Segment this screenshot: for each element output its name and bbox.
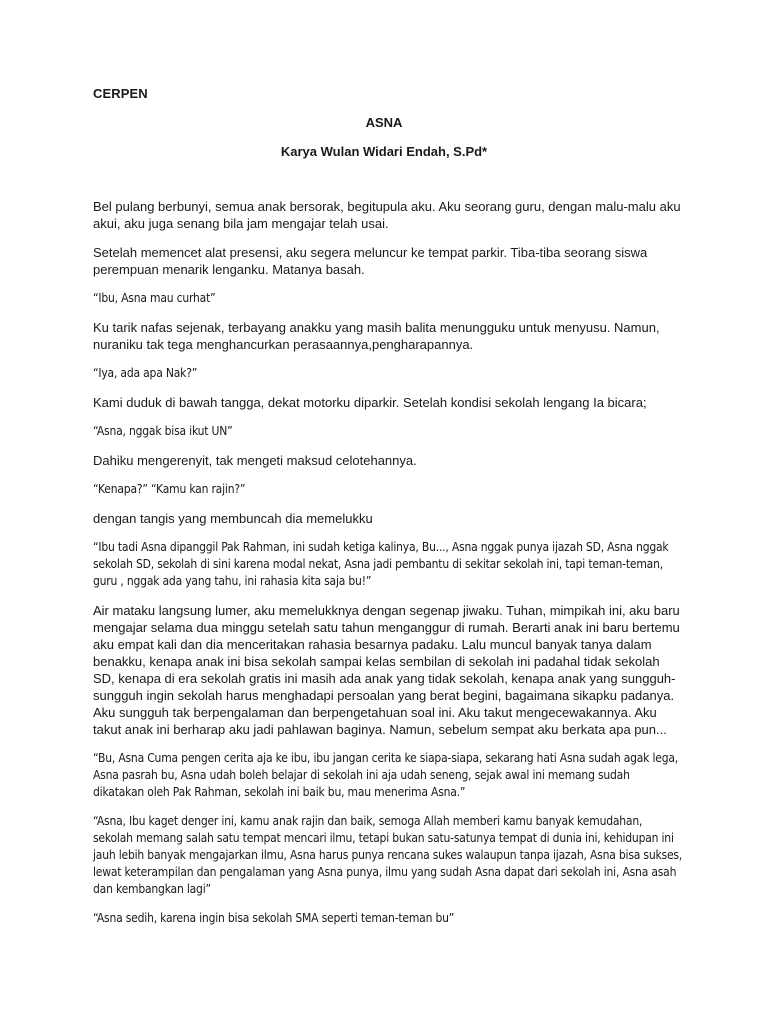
narrative-paragraph: Ku tarik nafas sejenak, terbayang anakku yang masih balita menungguku untuk menyusu. Namun, nuraniku tak tega menghancurkan perasaannya,pengharapannya. (93, 320, 660, 352)
dialog-paragraph: “Ibu, Asna mau curhat” (93, 291, 216, 305)
narrative-paragraph: Air mataku langsung lumer, aku memelukknya dengan segenap jiwaku. Tuhan, mimpikah ini, aku baru mengajar selama dua minggu setelah satu tahun menganggur di rumah. Berarti anak ini baru bertemu aku empat kali dan dia menceritakan rahasia besarnya padaku. Lalu muncul banyak tanya dalam benakku, kenapa anak ini bisa sekolah sampai kelas sembilan di sekolah ini padahal tidak sekolah SD, kenapa di era sekolah gratis ini masih ada anak yang tidak sekolah, kenapa anak yang sungguh-sungguh ingin sekolah harus menghadapi persoalan yang berat begini, bagaimana sikapku padanya. Aku sungguh tak berpengalaman dan berpengetahuan soal ini. Aku takut mengecewakannya. Aku takut anak ini berharap aku jadi pahlawan baginya. Namun, sebelum sempat aku berkata apa pun... (93, 603, 680, 737)
story-body (93, 198, 683, 939)
dialog-paragraph: “Asna, nggak bisa ikut UN” (93, 424, 233, 438)
narrative-paragraph: Setelah memencet alat presensi, aku segera meluncur ke tempat parkir. Tiba-tiba seorang siswa perempuan menarik lenganku. Matanya basah. (93, 245, 648, 277)
story-title: ASNA (365, 115, 403, 130)
dialog-paragraph: “Ibu tadi Asna dipanggil Pak Rahman, ini sudah ketiga kalinya, Bu..., Asna nggak punya ijazah SD, Asna nggak sekolah SD, sekolah di sini karena modal nekat, Asna jadi pembantu di sekitar sekolah ini, tapi teman-teman, guru , nggak ada yang tahu, ini rahasia kita saja bu!” (93, 540, 669, 588)
narrative-paragraph: Bel pulang berbunyi, semua anak bersorak, begitupula aku. Aku seorang guru, dengan malu-malu aku akui, aku juga senang bila jam mengajar telah usai. (93, 199, 681, 231)
document-label: CERPEN (93, 86, 148, 101)
dialog-paragraph: “Asna sedih, karena ingin bisa sekolah SMA seperti teman-teman bu” (93, 911, 455, 925)
dialog-paragraph: “Iya, ada apa Nak?” (93, 366, 198, 380)
narrative-paragraph: Kami duduk di bawah tangga, dekat motorku diparkir. Setelah kondisi sekolah lengang Ia bicara; (93, 395, 647, 410)
narrative-paragraph: Dahiku mengerenyit, tak mengeti maksud celotehannya. (93, 453, 417, 468)
story-author: Karya Wulan Widari Endah, S.Pd* (280, 144, 488, 159)
dialog-paragraph: “Kenapa?” “Kamu kan rajin?” (93, 482, 246, 496)
narrative-paragraph: dengan tangis yang membuncah dia memelukku (93, 511, 373, 526)
dialog-paragraph: “Asna, Ibu kaget denger ini, kamu anak rajin dan baik, semoga Allah memberi kamu banyak kemudahan, sekolah memang salah satu tempat mencari ilmu, tetapi bukan satu-satunya tempat di dunia ini, kehidupan ini jauh lebih banyak mengajarkan ilmu, Asna harus punya rencana sukes walaupun tanpa ijazah, Asna bisa sukses, lewat keterampilan dan pengalaman yang Asna punya, ilmu yang sudah Asna dapat dari sekolah ini, Asna asah dan kembangkan lagi” (93, 814, 683, 896)
dialog-paragraph: “Bu, Asna Cuma pengen cerita aja ke ibu, ibu jangan cerita ke siapa-siapa, sekarang hati Asna sudah agak lega, Asna pasrah bu, Asna udah boleh belajar di sekolah ini aja udah seneng, sejak awal ini memang sudah dikatakan oleh Pak Rahman, sekolah ini baik bu, mau menerima Asna.” (93, 751, 679, 799)
